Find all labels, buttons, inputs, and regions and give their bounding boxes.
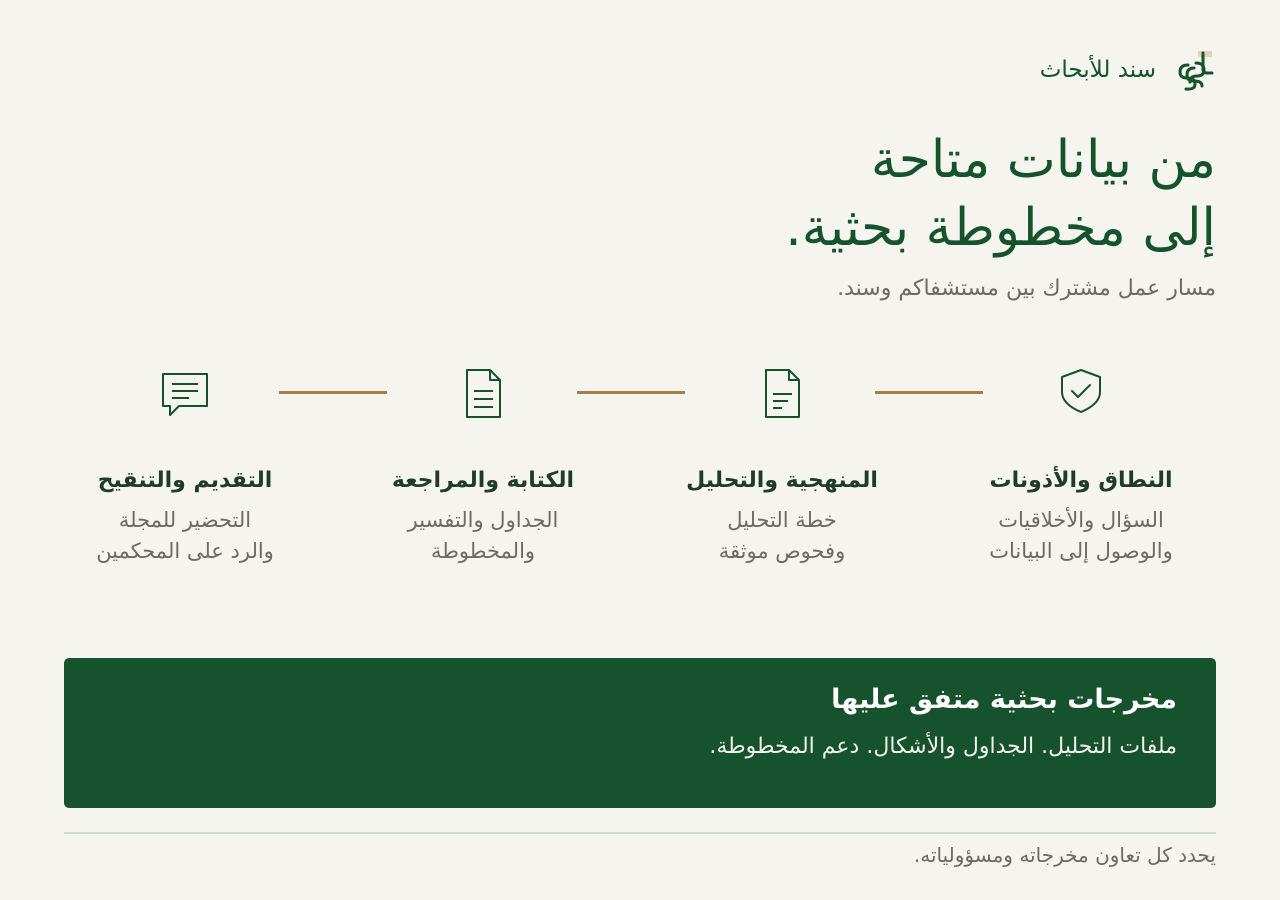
speech-bubble-icon <box>155 360 215 420</box>
step-description-line-1: السؤال والأخلاقيات <box>998 508 1164 532</box>
banner-text: ملفات التحليل. الجداول والأشكال. دعم المخطوطة. <box>709 734 1177 759</box>
deliverables-banner <box>64 658 1216 808</box>
step-description-line-2: والمخطوطة <box>430 539 536 563</box>
step-description-line-1: التحضير للمجلة <box>118 508 252 532</box>
step-methodology-analysis <box>652 360 912 567</box>
logo-icon <box>1172 48 1216 92</box>
step-description-line-1: الجداول والتفسير <box>407 508 559 532</box>
document-icon <box>453 360 513 420</box>
step-submission-revision <box>55 360 315 567</box>
step-description-line-2: وفحوص موثقة <box>718 539 846 563</box>
footer-note: يحدد كل تعاون مخرجاته ومسؤولياته. <box>913 843 1216 867</box>
step-title: الكتابة والمراجعة <box>391 468 575 493</box>
step-title: التقديم والتنقيح <box>97 468 273 493</box>
step-description <box>719 505 845 567</box>
page-title-line-2: إلى مخطوطة بحثية. <box>785 198 1216 258</box>
brand-name: سند للأبحاث <box>1039 57 1156 83</box>
divider <box>64 832 1216 834</box>
step-scope-permissions <box>951 360 1211 567</box>
step-description-line-2: والرد على المحكمين <box>96 539 274 563</box>
step-description <box>96 505 274 567</box>
shield-check-icon <box>1051 360 1111 420</box>
step-description-line-1: خطة التحليل <box>727 508 837 532</box>
step-description <box>408 505 559 567</box>
page-subtitle: مسار عمل مشترك بين مستشفاكم وسند. <box>837 276 1216 301</box>
step-title: المنهجية والتحليل <box>686 468 878 493</box>
workflow-steps <box>0 360 1280 600</box>
step-description <box>989 505 1173 567</box>
page-title-line-1: من بيانات متاحة <box>870 130 1216 190</box>
document-icon <box>752 360 812 420</box>
page-title <box>785 126 1216 262</box>
step-writing-review <box>353 360 613 567</box>
step-title: النطاق والأذونات <box>989 468 1173 493</box>
brand[interactable] <box>1040 48 1216 92</box>
step-description-line-2: والوصول إلى البيانات <box>989 539 1173 563</box>
banner-title: مخرجات بحثية متفق عليها <box>831 684 1177 715</box>
